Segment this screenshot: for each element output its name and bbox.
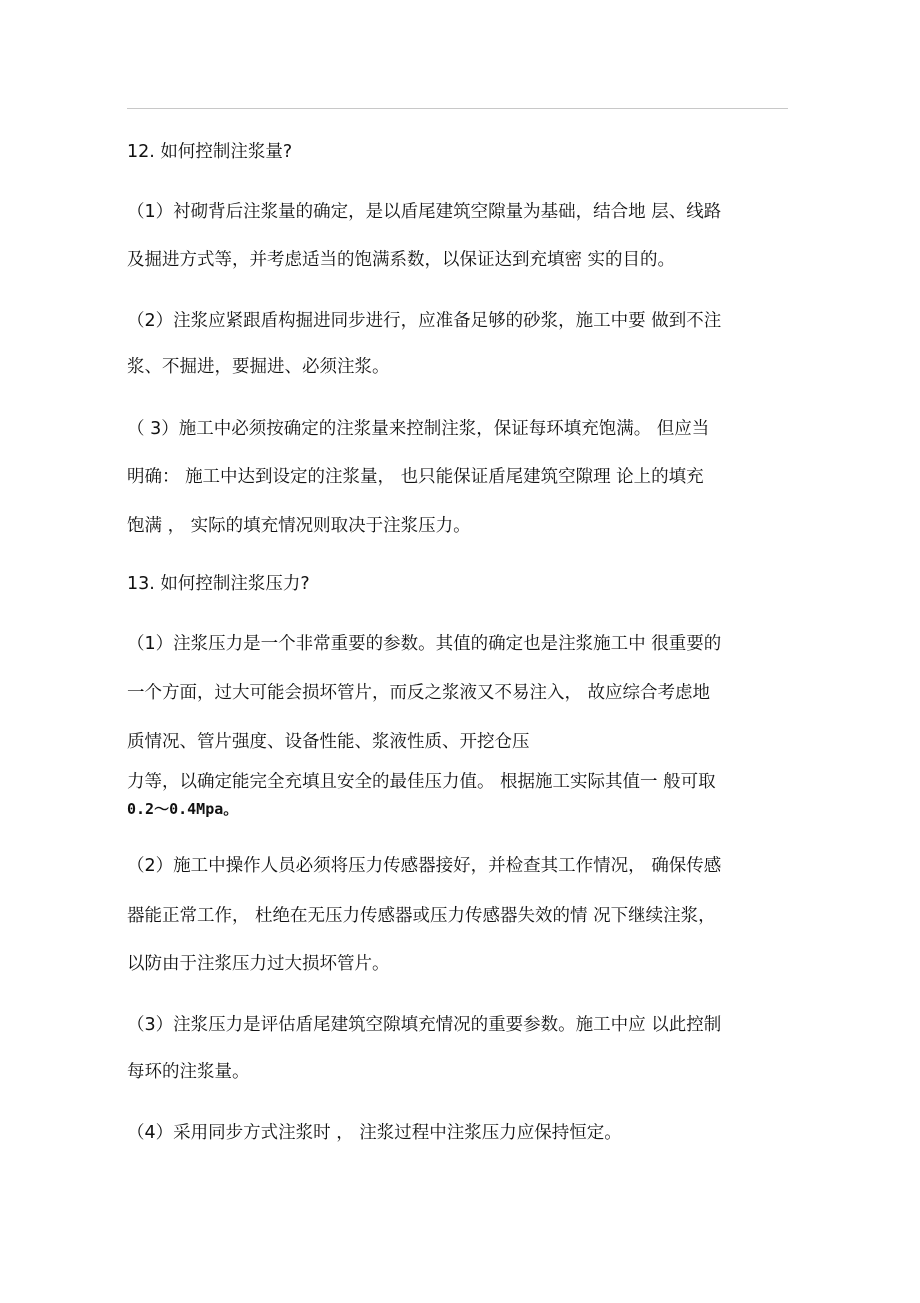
paragraph-line: （1）注浆压力是一个非常重要的参数。其值的确定也是注浆施工中 很重要的 (127, 634, 722, 654)
paragraph-line: 0.2～0.4Mpa。 (127, 800, 239, 818)
paragraph-line: 以防由于注浆压力过大损坏管片。 (127, 954, 390, 974)
paragraph-line: 质情况、管片强度、设备性能、浆液性质、开挖仓压 (127, 732, 530, 752)
paragraph-line: 及掘进方式等，并考虑适当的饱满系数，以保证达到充填密 实的目的。 (127, 250, 676, 270)
paragraph-line: （4）采用同步方式注浆时 ， 注浆过程中注浆压力应保持恒定。 (127, 1123, 622, 1143)
header-rule (127, 108, 788, 109)
paragraph-line: （3）注浆压力是评估盾尾建筑空隙填充情况的重要参数。施工中应 以此控制 (127, 1015, 722, 1035)
paragraph-line: 饱满 ， 实际的填充情况则取决于注浆压力。 (127, 516, 471, 536)
paragraph-line: 每环的注浆量。 (127, 1062, 250, 1082)
paragraph-line: 力等，以确定能完全充填且安全的最佳压力值。 根据施工实际其值一 般可取 (127, 772, 716, 792)
paragraph-line: （2）施工中操作人员必须将压力传感器接好，并检查其工作情况， 确保传感 (127, 856, 722, 876)
paragraph-line: 明确： 施工中达到设定的注浆量， 也只能保证盾尾建筑空隙理 论上的填充 (127, 467, 704, 487)
section-heading: 13. 如何控制注浆压力? (127, 574, 310, 594)
section-heading: 12. 如何控制注浆量? (127, 142, 293, 162)
paragraph-line: （ 3）施工中必须按确定的注浆量来控制注浆，保证每环填充饱满。 但应当 (127, 419, 710, 439)
paragraph-line: 浆、不掘进，要掘进、必须注浆。 (127, 357, 390, 377)
paragraph-line: （2）注浆应紧跟盾构掘进同步进行，应准备足够的砂浆，施工中要 做到不注 (127, 311, 722, 331)
paragraph-line: （1）衬砌背后注浆量的确定，是以盾尾建筑空隙量为基础，结合地 层、线路 (127, 202, 722, 222)
paragraph-line: 器能正常工作， 杜绝在无压力传感器或压力传感器失效的情 况下继续注浆， (127, 906, 716, 926)
paragraph-line: 一个方面，过大可能会损坏管片，而反之浆液又不易注入， 故应综合考虑地 (127, 683, 711, 703)
